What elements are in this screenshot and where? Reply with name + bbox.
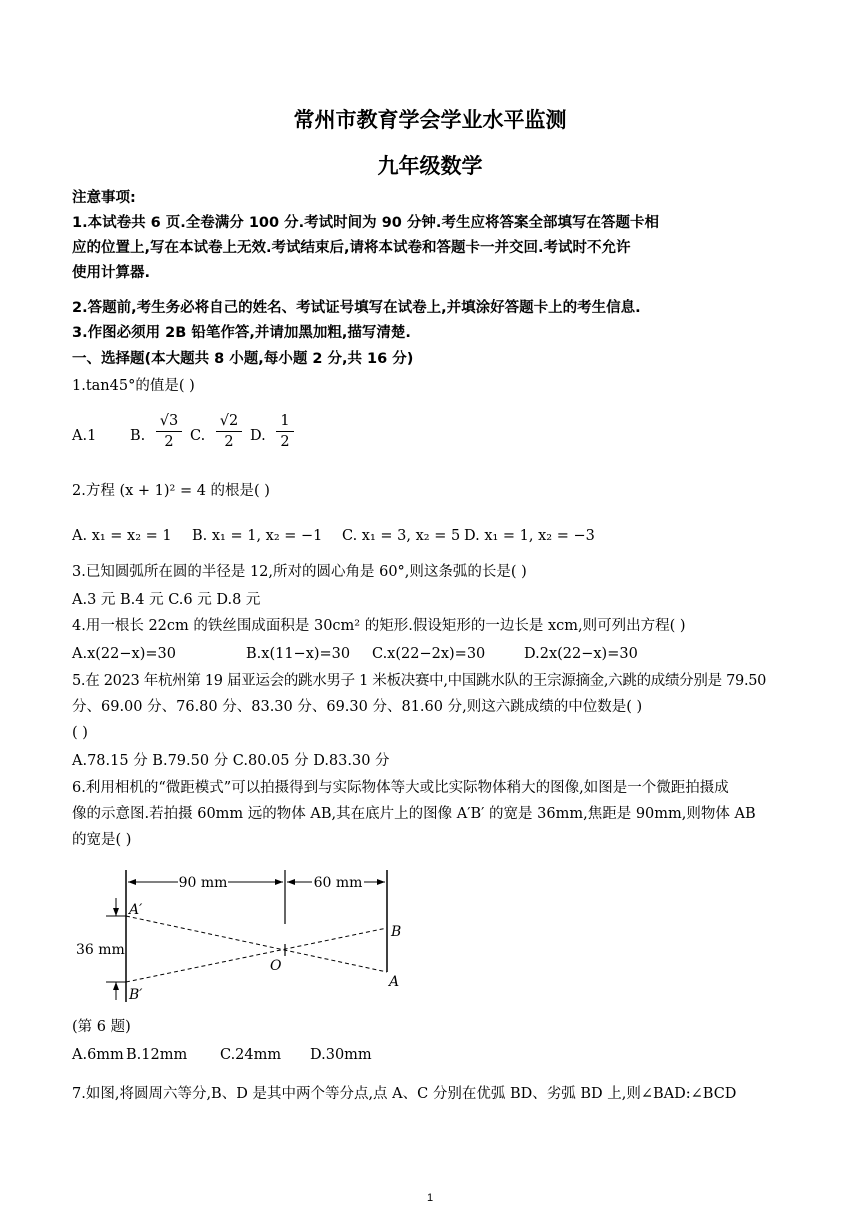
q6-option-d: D.30mm	[310, 1047, 372, 1063]
q6-figure	[72, 862, 412, 1012]
arrowhead	[113, 908, 119, 916]
fig-dist-90: 90 mm	[178, 875, 228, 891]
q3-options: A.3 元 B.4 元 C.6 元 D.8 元	[72, 592, 261, 608]
q5-stem-line-3: ( )	[72, 725, 88, 741]
fig-height-36: 36 mm	[76, 942, 125, 958]
q6-stem-line-1: 6.利用相机的“微距模式”可以拍摄得到与实际物体等大或比实际物体稍大的图像,如图是一个微距拍摄成	[72, 780, 729, 796]
exam-subtitle: 九年级数学	[377, 154, 483, 178]
fig-dist-60: 60 mm	[313, 875, 363, 891]
q2-option-d: D. x₁ = 1, x₂ = −3	[464, 528, 595, 544]
q2-option-c: C. x₁ = 3, x₂ = 5	[342, 528, 461, 544]
q1-stem: 1.tan45°的值是( )	[72, 378, 195, 394]
notice-item-1-line-2: 应的位置上,写在本试卷上无效.考试结束后,请将本试卷和答题卡一并交回.考试时不允许	[72, 240, 631, 256]
label-a: A	[389, 974, 400, 990]
fraction-bar	[156, 431, 182, 432]
q1-option-b-fraction	[156, 412, 182, 451]
label-a-prime: A′	[129, 902, 143, 918]
q4-option-a: A.x(22−x)=30	[72, 646, 176, 662]
q5-stem-line-2: 分、69.00 分、76.80 分、83.30 分、69.30 分、81.60 分,则这六跳成绩的中位数是( )	[72, 699, 643, 715]
label-b-prime: B′	[129, 987, 143, 1003]
q6-caption: (第 6 题)	[72, 1019, 131, 1035]
q1-option-d-label: D.	[250, 428, 266, 444]
q6-option-c: C.24mm	[220, 1047, 282, 1063]
q1-option-d-numerator: 1	[280, 413, 290, 429]
q1-option-b-denominator: 2	[164, 434, 174, 450]
q1-option-b-numerator: √3	[159, 413, 179, 429]
q5-options: A.78.15 分 B.79.50 分 C.80.05 分 D.83.30 分	[72, 753, 390, 769]
label-b: B	[391, 924, 402, 940]
arrowhead	[128, 879, 136, 885]
fraction-bar	[216, 431, 242, 432]
q1-option-d-fraction	[276, 412, 294, 451]
ray-b1-b	[126, 928, 387, 982]
q1-option-a: A.1	[72, 428, 97, 444]
q4-option-d: D.2x(22−x)=30	[524, 646, 638, 662]
notice-item-2: 2.答题前,考生务必将自己的姓名、考试证号填写在试卷上,并填涂好答题卡上的考生信息.	[72, 300, 641, 316]
notice-item-1-line-1: 1.本试卷共 6 页.全卷满分 100 分.考试时间为 90 分钟.考生应将答案全部填写在答题卡相	[72, 215, 659, 231]
arrowhead	[377, 879, 385, 885]
arrowhead	[275, 879, 283, 885]
q5-stem-line-1: 5.在 2023 年杭州第 19 届亚运会的跳水男子 1 米板决赛中,中国跳水队的王宗源摘金,六跳的成绩分别是 79.50	[72, 673, 767, 689]
q6-option-b: B.12mm	[126, 1047, 188, 1063]
arrowhead	[287, 879, 295, 885]
q7-stem: 7.如图,将圆周六等分,B、D 是其中两个等分点,点 A、C 分别在优弧 BD、劣弧 BD 上,则∠BAD:∠BCD	[72, 1086, 737, 1102]
q1-option-c-numerator: √2	[219, 413, 239, 429]
notice-item-3: 3.作图必须用 2B 铅笔作答,并请加黑加粗,描写清楚.	[72, 325, 411, 341]
label-o: O	[270, 958, 282, 974]
q4-stem: 4.用一根长 22cm 的铁丝围成面积是 30cm² 的矩形.假设矩形的一边长是 xcm,则可列出方程( )	[72, 618, 686, 634]
q6-stem-line-2: 像的示意图.若拍摄 60mm 远的物体 AB,其在底片上的图像 A′B′ 的宽是 36mm,焦距是 90mm,则物体 AB	[72, 806, 756, 822]
q6-stem-line-3: 的宽是( )	[72, 832, 132, 848]
fraction-bar	[276, 431, 294, 432]
q4-option-b: B.x(11−x)=30	[246, 646, 351, 662]
ray-a1-a	[126, 916, 387, 972]
q6-option-a: A.6mm	[72, 1047, 124, 1063]
q1-option-b-label: B.	[130, 428, 146, 444]
q2-stem: 2.方程 (x + 1)² = 4 的根是( )	[72, 483, 270, 499]
q3-stem: 3.已知圆弧所在圆的半径是 12,所对的圆心角是 60°,则这条弧的长是( )	[72, 564, 527, 580]
q2-option-b: B. x₁ = 1, x₂ = −1	[192, 528, 323, 544]
notice-heading: 注意事项:	[72, 190, 136, 206]
q1-option-d-denominator: 2	[280, 434, 290, 450]
q1-option-c-denominator: 2	[224, 434, 234, 450]
arrowhead	[113, 982, 119, 990]
q2-option-a: A. x₁ = x₂ = 1	[72, 528, 172, 544]
notice-item-1-line-3: 使用计算器.	[72, 265, 151, 281]
exam-title: 常州市教育学会学业水平监测	[293, 108, 567, 132]
page-number: 1	[426, 1192, 434, 1204]
q1-option-c-label: C.	[190, 428, 206, 444]
q4-option-c: C.x(22−2x)=30	[372, 646, 486, 662]
q1-option-c-fraction	[216, 412, 242, 451]
section-1-heading: 一、选择题(本大题共 8 小题,每小题 2 分,共 16 分)	[72, 351, 414, 367]
